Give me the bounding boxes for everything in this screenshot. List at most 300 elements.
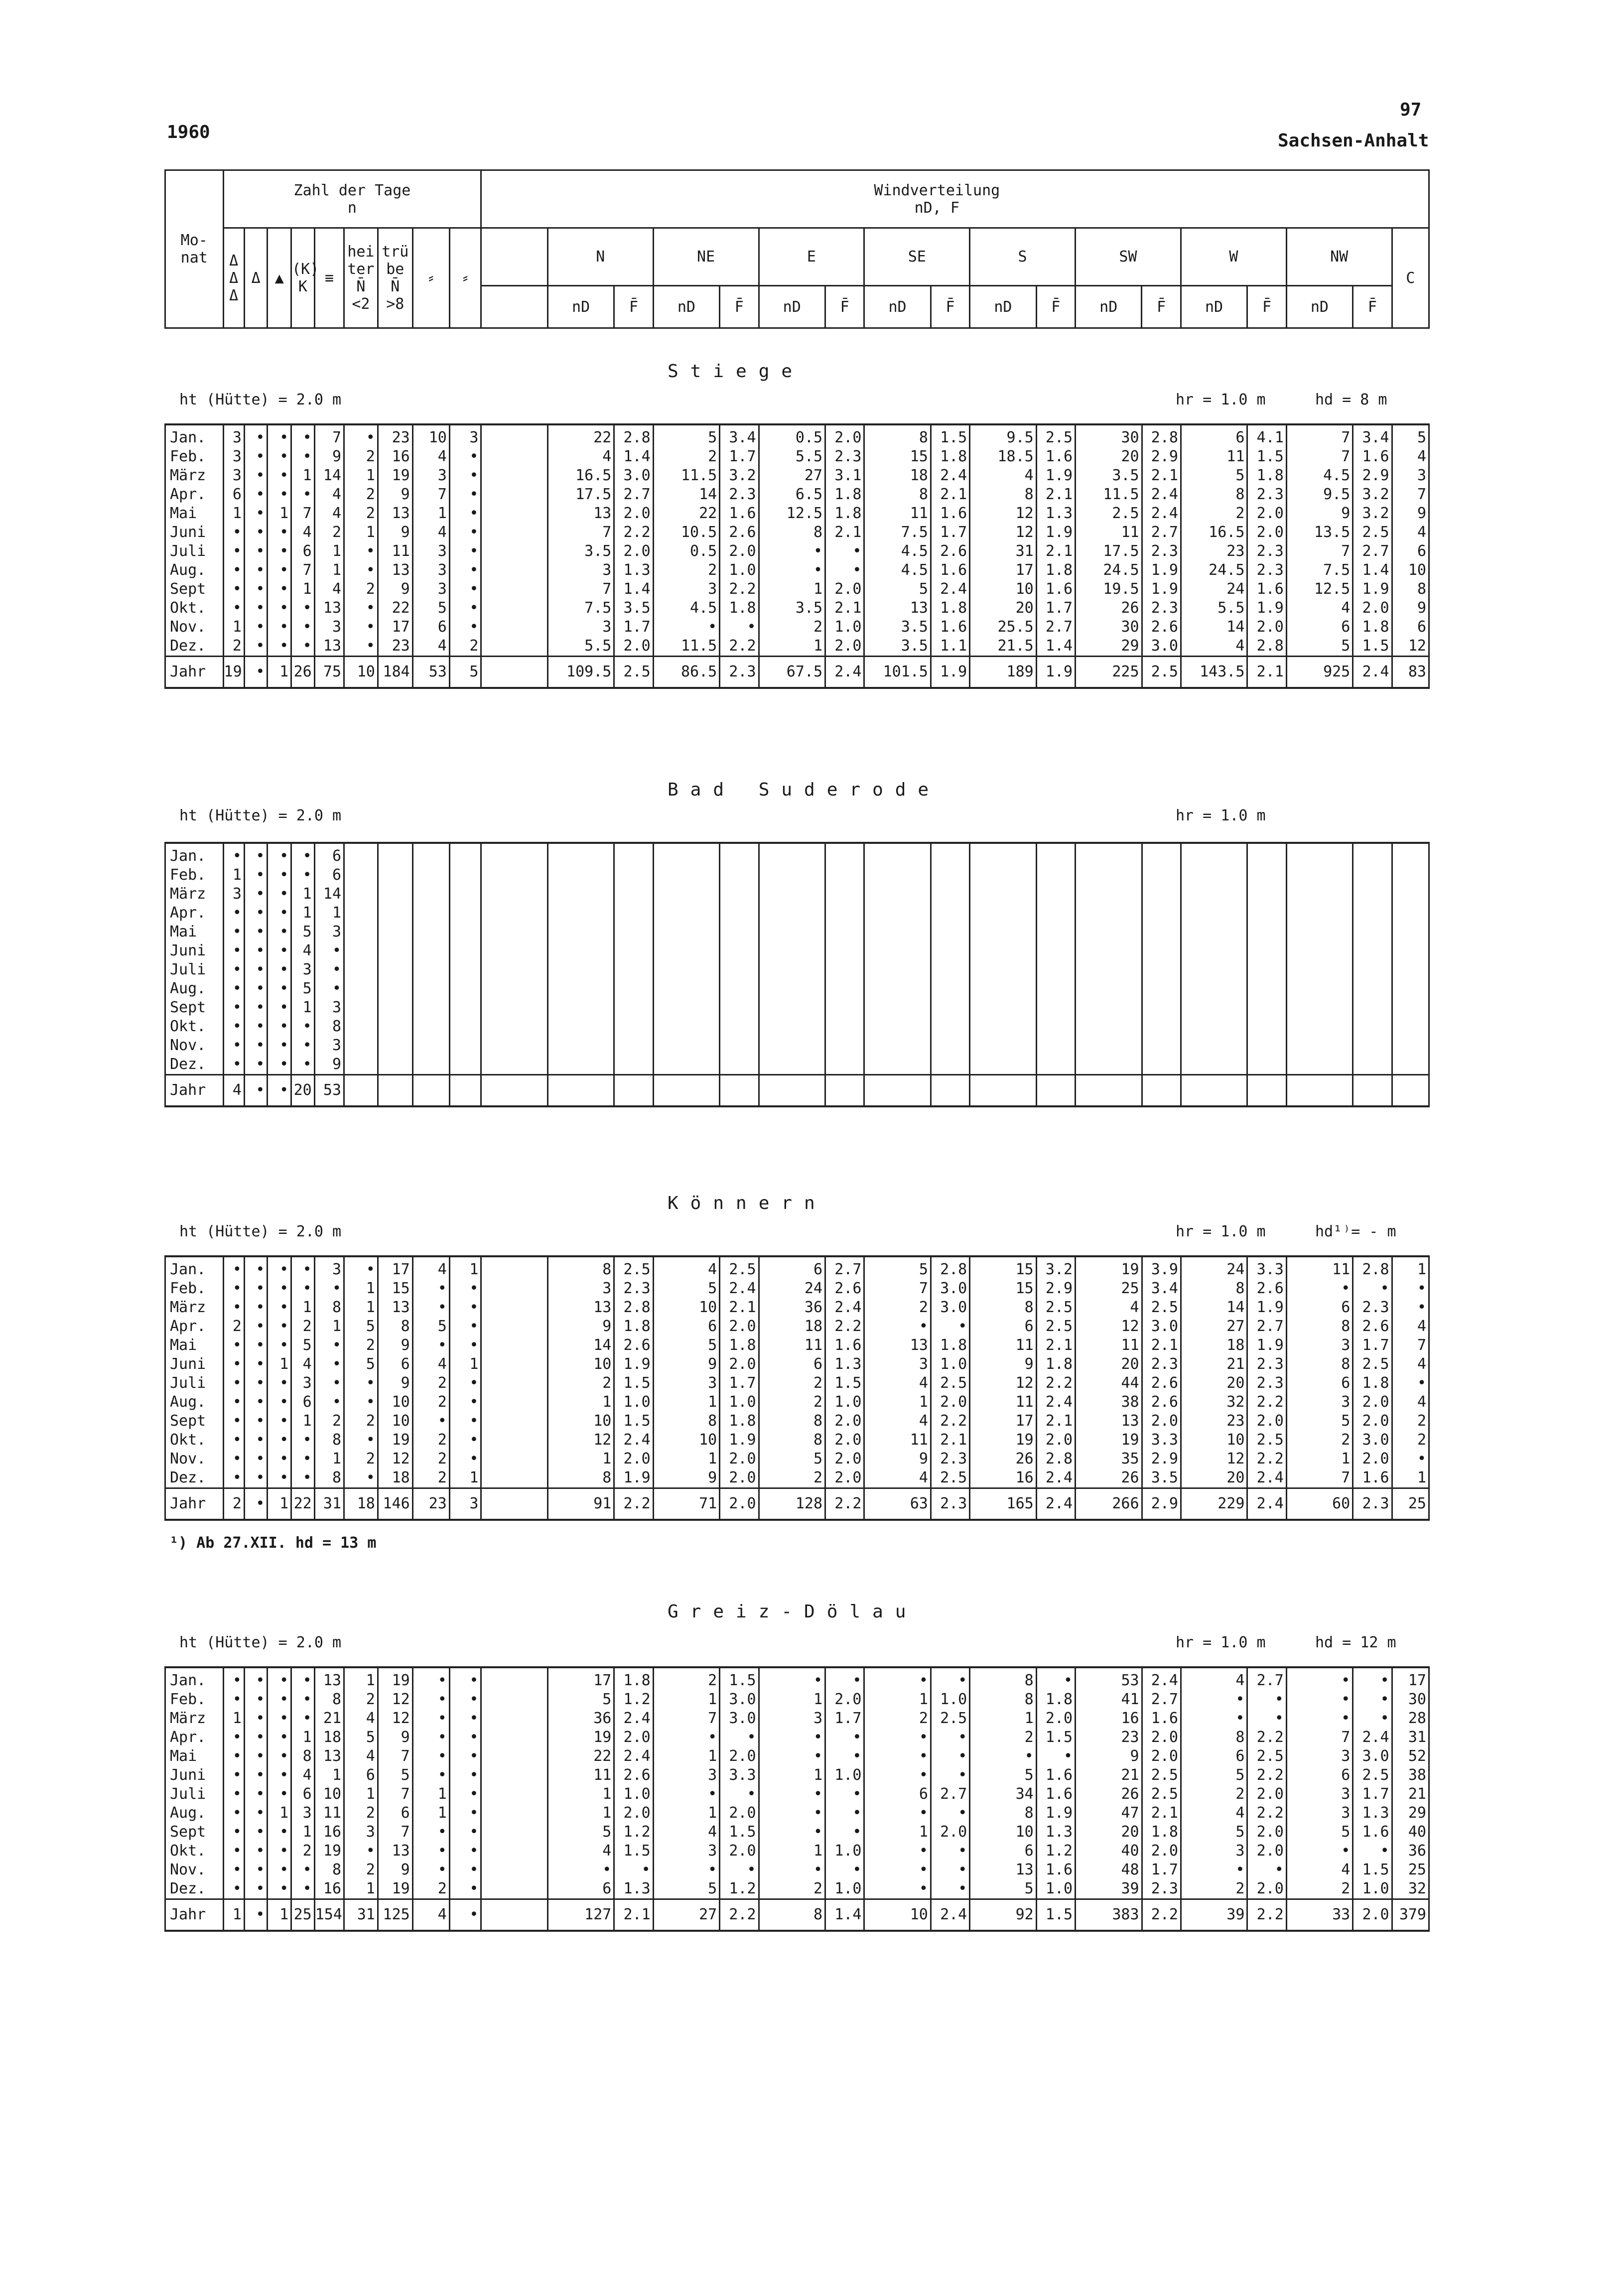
table-cell: 20 bbox=[1076, 1823, 1142, 1842]
table-cell: • bbox=[449, 1393, 481, 1412]
table-cell: 2 bbox=[344, 1690, 378, 1709]
table-cell: 1.8 bbox=[825, 485, 864, 504]
table-cell: 2.0 bbox=[1247, 1823, 1286, 1842]
table-cell: • bbox=[244, 1488, 268, 1520]
empty-cell bbox=[931, 998, 969, 1017]
table-cell: 1.8 bbox=[1036, 1690, 1075, 1709]
month-label: Mai bbox=[165, 1747, 224, 1766]
wind-height: hd¹⁾= - m bbox=[1315, 1223, 1396, 1240]
table-cell: • bbox=[244, 618, 268, 637]
table-cell: • bbox=[720, 1728, 759, 1747]
station-title: Greiz-Dölau bbox=[668, 1602, 918, 1622]
empty-cell bbox=[931, 923, 969, 941]
table-cell: 6 bbox=[1181, 1747, 1247, 1766]
table-cell: 17.5 bbox=[1076, 542, 1142, 561]
table-cell: 1.6 bbox=[1036, 1861, 1075, 1879]
table-cell: • bbox=[244, 424, 268, 447]
table-cell: 4 bbox=[223, 1075, 244, 1107]
table-cell: 9 bbox=[970, 1355, 1036, 1374]
table-cell: • bbox=[268, 1317, 291, 1336]
table-cell: 22 bbox=[653, 504, 719, 523]
month-label: Apr. bbox=[165, 1728, 224, 1747]
table-cell: 2.5 bbox=[1353, 523, 1392, 542]
table-cell: 2.2 bbox=[1247, 1728, 1286, 1747]
table-cell: • bbox=[449, 1317, 481, 1336]
table-cell: 6 bbox=[291, 1785, 315, 1804]
month-label: Mai bbox=[165, 504, 224, 523]
table-cell: 2.4 bbox=[1142, 1667, 1181, 1690]
table-cell: • bbox=[223, 998, 244, 1017]
table-cell: 5 bbox=[1286, 1412, 1353, 1431]
table-cell: • bbox=[268, 1747, 291, 1766]
empty-cell bbox=[614, 998, 653, 1017]
month-label: März bbox=[165, 466, 224, 485]
table-cell: • bbox=[314, 1355, 344, 1374]
table-cell: 4.5 bbox=[1286, 466, 1353, 485]
table-cell: 1 bbox=[1286, 1450, 1353, 1469]
empty-cell bbox=[864, 843, 931, 866]
table-cell: 3.4 bbox=[1353, 424, 1392, 447]
empty-cell bbox=[1286, 923, 1353, 941]
table-cell: • bbox=[268, 637, 291, 657]
table-cell: 2.7 bbox=[614, 485, 653, 504]
empty-cell bbox=[449, 904, 481, 923]
table-cell: • bbox=[931, 1842, 969, 1861]
table-cell: 9 bbox=[378, 523, 412, 542]
table-cell: • bbox=[314, 1279, 344, 1298]
table-cell: 189 bbox=[970, 657, 1036, 688]
table-cell: 2.5 bbox=[614, 657, 653, 688]
table-cell: 3 bbox=[412, 561, 449, 580]
table-cell: 9 bbox=[314, 447, 344, 466]
table-cell: 2 bbox=[1286, 1879, 1353, 1899]
truebe-header: trü be N̄ >8 bbox=[378, 228, 412, 328]
table-cell: 1 bbox=[449, 1256, 481, 1279]
table-cell: • bbox=[931, 1747, 969, 1766]
table-cell: 11 bbox=[864, 504, 931, 523]
glaze-icon: Δ Δ Δ bbox=[223, 228, 244, 328]
table-cell: • bbox=[244, 1785, 268, 1804]
empty-cell bbox=[759, 1055, 825, 1075]
table-cell: • bbox=[825, 1823, 864, 1842]
empty-cell bbox=[1076, 923, 1142, 941]
table-cell: 3 bbox=[344, 1823, 378, 1842]
table-cell: 11 bbox=[970, 1336, 1036, 1355]
table-cell: • bbox=[268, 1279, 291, 1298]
empty-cell bbox=[547, 941, 614, 960]
table-cell: 14 bbox=[1181, 618, 1247, 637]
table-cell: 1.6 bbox=[1036, 580, 1075, 599]
table-cell: 2 bbox=[412, 1431, 449, 1450]
table-cell: 1 bbox=[1392, 1469, 1429, 1488]
table-cell: 6 bbox=[291, 542, 315, 561]
table-cell: 1.9 bbox=[1247, 599, 1286, 618]
table-cell: • bbox=[720, 1785, 759, 1804]
table-cell: 2.2 bbox=[1247, 1899, 1286, 1931]
table-cell: 2.4 bbox=[1036, 1488, 1075, 1520]
table-cell: • bbox=[314, 1374, 344, 1393]
table-cell: 2.0 bbox=[1142, 1842, 1181, 1861]
table-cell: 2.1 bbox=[931, 485, 969, 504]
table-cell: 53 bbox=[412, 657, 449, 688]
empty-cell bbox=[1036, 904, 1075, 923]
table-cell: 1.6 bbox=[1353, 1469, 1392, 1488]
table-cell: 2.1 bbox=[1247, 657, 1286, 688]
empty-cell bbox=[1036, 979, 1075, 998]
table-cell: 21 bbox=[314, 1709, 344, 1728]
table-cell: • bbox=[268, 1298, 291, 1317]
empty-cell bbox=[1181, 1036, 1247, 1055]
empty-cell bbox=[931, 885, 969, 904]
table-cell: 2.3 bbox=[1353, 1488, 1392, 1520]
empty-cell bbox=[1076, 1017, 1142, 1036]
empty-cell bbox=[759, 960, 825, 979]
table-cell: 19 bbox=[378, 1667, 412, 1690]
table-cell: 2.6 bbox=[1142, 1374, 1181, 1393]
table-cell: 0.5 bbox=[759, 424, 825, 447]
table-cell: • bbox=[653, 1728, 719, 1747]
table-cell: 3.0 bbox=[720, 1690, 759, 1709]
table-cell: 2.4 bbox=[614, 1709, 653, 1728]
table-cell: 5 bbox=[759, 1450, 825, 1469]
table-cell: 2.4 bbox=[825, 657, 864, 688]
wind-height: hd = 12 m bbox=[1315, 1634, 1396, 1651]
table-cell: • bbox=[244, 1317, 268, 1336]
f-header: F̄ bbox=[1142, 286, 1181, 328]
table-cell: 6.5 bbox=[759, 485, 825, 504]
table-cell: 5 bbox=[653, 1279, 719, 1298]
table-cell: 13 bbox=[378, 1298, 412, 1317]
table-cell: • bbox=[449, 1667, 481, 1690]
table-cell: 1 bbox=[547, 1393, 614, 1412]
table-cell: 2.0 bbox=[614, 1728, 653, 1747]
table-cell: 5 bbox=[412, 1317, 449, 1336]
table-cell: 8 bbox=[970, 1804, 1036, 1823]
table-cell: 1.4 bbox=[825, 1899, 864, 1931]
table-cell: 1 bbox=[291, 904, 315, 923]
table-cell: 6 bbox=[864, 1785, 931, 1804]
table-cell: 3.2 bbox=[720, 466, 759, 485]
table-cell: 19 bbox=[314, 1842, 344, 1861]
table-cell: 30 bbox=[1392, 1690, 1429, 1709]
table-cell: 2 bbox=[344, 580, 378, 599]
empty-cell bbox=[449, 941, 481, 960]
table-cell: 3 bbox=[314, 618, 344, 637]
rime-icon: ⸗ bbox=[449, 228, 481, 328]
empty-cell bbox=[481, 1747, 547, 1766]
table-cell: 31 bbox=[970, 542, 1036, 561]
station-table bbox=[164, 423, 1430, 689]
month-label: Okt. bbox=[165, 1842, 224, 1861]
table-cell: • bbox=[223, 1469, 244, 1488]
table-cell: 4.5 bbox=[864, 542, 931, 561]
table-cell: • bbox=[412, 1861, 449, 1879]
table-cell: • bbox=[268, 843, 291, 866]
empty-cell bbox=[1181, 923, 1247, 941]
table-cell: 4 bbox=[864, 1374, 931, 1393]
table-row bbox=[165, 1861, 1429, 1879]
year-total-row bbox=[165, 1075, 1429, 1107]
table-cell: 29 bbox=[1392, 1804, 1429, 1823]
f-header: F̄ bbox=[1353, 286, 1392, 328]
table-cell: • bbox=[244, 1036, 268, 1055]
table-cell: • bbox=[244, 1017, 268, 1036]
table-cell: • bbox=[223, 523, 244, 542]
table-cell: 11.5 bbox=[653, 637, 719, 657]
table-cell: 9 bbox=[378, 1336, 412, 1355]
nd-header: nD bbox=[1286, 286, 1353, 328]
table-cell: 1.1 bbox=[931, 637, 969, 657]
table-cell: • bbox=[864, 1879, 931, 1899]
empty-cell bbox=[931, 960, 969, 979]
empty-cell bbox=[720, 904, 759, 923]
table-cell: 1.7 bbox=[1353, 1336, 1392, 1355]
table-cell: 12 bbox=[378, 1709, 412, 1728]
table-cell: 1.3 bbox=[1353, 1804, 1392, 1823]
table-cell: • bbox=[759, 1804, 825, 1823]
table-row bbox=[165, 618, 1429, 637]
empty-cell bbox=[653, 960, 719, 979]
table-cell: 7 bbox=[1286, 1469, 1353, 1488]
empty-cell bbox=[653, 941, 719, 960]
empty-cell bbox=[825, 866, 864, 885]
table-cell: 5 bbox=[1181, 1766, 1247, 1785]
table-cell: 5 bbox=[412, 599, 449, 618]
empty-cell bbox=[1392, 1036, 1429, 1055]
empty-cell bbox=[759, 941, 825, 960]
f-header: F̄ bbox=[720, 286, 759, 328]
table-cell: • bbox=[1392, 1374, 1429, 1393]
table-cell: 39 bbox=[1181, 1899, 1247, 1931]
empty-cell bbox=[481, 561, 547, 580]
year-label: 1960 bbox=[167, 122, 210, 142]
table-cell: 8 bbox=[314, 1861, 344, 1879]
table-cell: • bbox=[449, 1279, 481, 1298]
table-cell: 16 bbox=[378, 447, 412, 466]
table-cell: • bbox=[344, 1842, 378, 1861]
table-row bbox=[165, 1317, 1429, 1336]
table-row bbox=[165, 1469, 1429, 1488]
table-cell: 1.6 bbox=[931, 618, 969, 637]
table-cell: • bbox=[449, 504, 481, 523]
table-cell: 1 bbox=[223, 618, 244, 637]
table-cell: 7 bbox=[378, 1747, 412, 1766]
table-cell: • bbox=[864, 1861, 931, 1879]
table-cell: 2.3 bbox=[825, 447, 864, 466]
table-cell: 1 bbox=[449, 1469, 481, 1488]
table-cell: 2.3 bbox=[1353, 1298, 1392, 1317]
table-cell: • bbox=[1392, 1279, 1429, 1298]
table-cell: 8 bbox=[1181, 485, 1247, 504]
table-cell: 3 bbox=[314, 1036, 344, 1055]
table-cell: • bbox=[291, 1036, 315, 1055]
station-title: Bad Suderode bbox=[668, 780, 941, 800]
empty-cell bbox=[1286, 904, 1353, 923]
empty-cell bbox=[759, 843, 825, 866]
table-cell: 16 bbox=[970, 1469, 1036, 1488]
table-cell: 3 bbox=[653, 1766, 719, 1785]
month-label: Juli bbox=[165, 960, 224, 979]
table-cell: 2.0 bbox=[1142, 1728, 1181, 1747]
table-cell: • bbox=[268, 1728, 291, 1747]
table-cell: 7 bbox=[378, 1785, 412, 1804]
empty-cell bbox=[412, 998, 449, 1017]
table-cell: • bbox=[268, 466, 291, 485]
table-cell: • bbox=[864, 1804, 931, 1823]
table-cell: 1.9 bbox=[931, 657, 969, 688]
table-cell: 1.8 bbox=[720, 1412, 759, 1431]
table-cell: 9 bbox=[653, 1469, 719, 1488]
table-cell: 7 bbox=[547, 523, 614, 542]
empty-cell bbox=[344, 843, 378, 866]
table-cell: • bbox=[759, 1785, 825, 1804]
empty-cell bbox=[481, 424, 547, 447]
month-label: Aug. bbox=[165, 979, 224, 998]
table-cell: 2.4 bbox=[825, 1298, 864, 1317]
month-label: Sept bbox=[165, 1823, 224, 1842]
table-cell: 19 bbox=[547, 1728, 614, 1747]
table-cell: 2.9 bbox=[1142, 1450, 1181, 1469]
table-cell: 8 bbox=[970, 1667, 1036, 1690]
table-cell: 11 bbox=[314, 1804, 344, 1823]
table-cell: 2 bbox=[547, 1374, 614, 1393]
table-cell: 1.0 bbox=[614, 1785, 653, 1804]
empty-cell bbox=[344, 904, 378, 923]
calm-header: C bbox=[1392, 228, 1429, 328]
table-cell: 125 bbox=[378, 1899, 412, 1931]
table-cell: 12 bbox=[970, 523, 1036, 542]
empty-cell bbox=[720, 960, 759, 979]
table-cell: • bbox=[864, 1766, 931, 1785]
table-cell: • bbox=[223, 580, 244, 599]
table-cell: 143.5 bbox=[1181, 657, 1247, 688]
dir-sw: SW bbox=[1076, 228, 1181, 286]
table-cell: • bbox=[268, 1667, 291, 1690]
table-cell: • bbox=[864, 1667, 931, 1690]
table-cell: 1.8 bbox=[1036, 561, 1075, 580]
table-cell: 2.8 bbox=[931, 1256, 969, 1279]
table-cell: 2 bbox=[344, 1861, 378, 1879]
table-cell: • bbox=[268, 998, 291, 1017]
table-cell: • bbox=[449, 1804, 481, 1823]
table-cell: • bbox=[759, 1667, 825, 1690]
table-cell: 53 bbox=[314, 1075, 344, 1107]
table-cell: 2.8 bbox=[1353, 1256, 1392, 1279]
empty-cell bbox=[1247, 1017, 1286, 1036]
table-cell: 3.2 bbox=[1036, 1256, 1075, 1279]
table-cell: 7 bbox=[291, 504, 315, 523]
table-cell: 3 bbox=[449, 1488, 481, 1520]
empty-cell bbox=[1076, 843, 1142, 866]
nd-header: nD bbox=[1076, 286, 1142, 328]
table-cell: 21.5 bbox=[970, 637, 1036, 657]
table-cell: • bbox=[244, 1374, 268, 1393]
table-cell: 2.3 bbox=[1247, 542, 1286, 561]
empty-cell bbox=[1286, 885, 1353, 904]
table-cell: 2.3 bbox=[931, 1450, 969, 1469]
table-cell: • bbox=[223, 1667, 244, 1690]
table-cell: 2.0 bbox=[825, 1469, 864, 1488]
table-cell: 12 bbox=[970, 1374, 1036, 1393]
table-cell: 1.7 bbox=[720, 1374, 759, 1393]
table-cell: • bbox=[244, 580, 268, 599]
table-cell: 9 bbox=[378, 1728, 412, 1747]
table-cell: 2.0 bbox=[825, 1431, 864, 1450]
table-cell: • bbox=[1247, 1690, 1286, 1709]
table-cell: 2 bbox=[412, 1469, 449, 1488]
table-cell: • bbox=[314, 1393, 344, 1412]
table-cell: 26 bbox=[1076, 1469, 1142, 1488]
empty-cell bbox=[547, 1055, 614, 1075]
table-cell: 15 bbox=[378, 1279, 412, 1298]
table-cell: 2.0 bbox=[825, 1412, 864, 1431]
table-cell: 1.4 bbox=[614, 447, 653, 466]
month-label: Aug. bbox=[165, 561, 224, 580]
empty-cell bbox=[1076, 904, 1142, 923]
table-cell: • bbox=[223, 904, 244, 923]
table-cell: 1 bbox=[291, 1728, 315, 1747]
table-cell: • bbox=[759, 561, 825, 580]
table-cell: 2 bbox=[759, 1469, 825, 1488]
empty-cell bbox=[378, 1055, 412, 1075]
table-cell: 2 bbox=[314, 523, 344, 542]
empty-cell bbox=[1247, 866, 1286, 885]
table-cell: • bbox=[825, 1728, 864, 1747]
empty-cell bbox=[1286, 1075, 1353, 1107]
table-cell: • bbox=[268, 1785, 291, 1804]
table-cell: 10 bbox=[970, 1823, 1036, 1842]
table-cell: 2.6 bbox=[614, 1336, 653, 1355]
empty-cell bbox=[1036, 1036, 1075, 1055]
table-cell: 6 bbox=[314, 843, 344, 866]
table-cell: 14 bbox=[653, 485, 719, 504]
table-cell: 5 bbox=[1181, 466, 1247, 485]
table-cell: 40 bbox=[1392, 1823, 1429, 1842]
empty-cell bbox=[970, 941, 1036, 960]
table-cell: 3 bbox=[864, 1355, 931, 1374]
table-cell: 2.8 bbox=[1247, 637, 1286, 657]
empty-cell bbox=[481, 1393, 547, 1412]
table-cell: • bbox=[268, 1055, 291, 1075]
table-cell: • bbox=[244, 1861, 268, 1879]
table-cell: 9 bbox=[864, 1450, 931, 1469]
table-cell: 18.5 bbox=[970, 447, 1036, 466]
table-cell: • bbox=[244, 561, 268, 580]
table-cell: 2.3 bbox=[1142, 1355, 1181, 1374]
empty-cell bbox=[481, 1450, 547, 1469]
empty-cell bbox=[481, 1785, 547, 1804]
table-cell: 1.0 bbox=[825, 1879, 864, 1899]
empty-cell bbox=[547, 1036, 614, 1055]
empty-cell bbox=[1286, 998, 1353, 1017]
table-cell: 13 bbox=[378, 504, 412, 523]
table-row bbox=[165, 599, 1429, 618]
table-cell: • bbox=[344, 1431, 378, 1450]
table-cell: 1.8 bbox=[1353, 618, 1392, 637]
table-cell: 2.0 bbox=[720, 542, 759, 561]
hut-height: ht (Hütte) = 2.0 m bbox=[179, 1634, 342, 1651]
table-row bbox=[165, 1393, 1429, 1412]
empty-cell bbox=[1142, 885, 1181, 904]
table-cell: • bbox=[244, 979, 268, 998]
empty-cell bbox=[864, 866, 931, 885]
table-cell: • bbox=[291, 1450, 315, 1469]
empty-cell bbox=[864, 1075, 931, 1107]
table-cell: 38 bbox=[1076, 1393, 1142, 1412]
empty-cell bbox=[1247, 923, 1286, 941]
table-cell: 4 bbox=[864, 1469, 931, 1488]
table-cell: 5 bbox=[344, 1728, 378, 1747]
